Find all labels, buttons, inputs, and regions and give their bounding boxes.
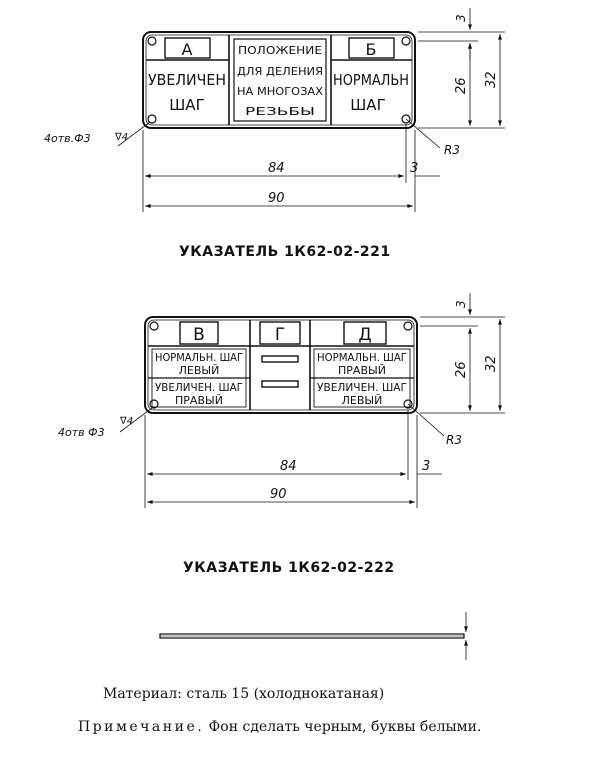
mount-hole-icon [148,37,156,45]
mount-hole-icon [402,37,410,45]
plate2-right-row2a: УВЕЛИЧЕН. ШАГ [317,381,408,394]
plate1-center-line1: ПОЛОЖЕНИЕ [238,44,323,57]
dim-label: 3 [454,300,468,308]
plate-side-view [160,612,466,660]
plate1-caption: УКАЗАТЕЛЬ 1К62-02-221 [179,244,391,260]
dim-label: 90 [268,191,285,206]
material-note: Материал: сталь 15 (холоднокатаная) [103,686,385,702]
finish-mark: ∇4 [115,132,129,143]
plate2-left-row1b: ЛЕВЫЙ [178,364,220,377]
plate1-center-line3: НА МНОГОЗАХ [237,85,324,98]
dim-label: 84 [280,459,297,474]
mount-hole-icon [404,322,412,330]
plate1-right-line2: ШАГ [350,96,386,114]
plate2-right-row2b: ЛЕВЫЙ [341,394,383,407]
holes-label: 4отв.Ф3 [44,132,91,145]
holes-label: 4отв Ф3 [58,426,105,439]
mount-hole-icon [150,322,158,330]
radius-label: R3 [444,143,460,157]
remark-text: Фон сделать черным, буквы белыми. [208,719,482,735]
radius-label: R3 [446,433,462,447]
plate2-letter-g: Г [274,325,286,345]
dash-bar-icon [262,356,298,362]
plate1-text [148,40,409,118]
dim-label: 84 [268,161,285,176]
plate1-left-line2: ШАГ [169,96,205,114]
dim-label: 26 [454,77,469,94]
plate2-caption: УКАЗАТЕЛЬ 1К62-02-222 [183,560,395,576]
dim-label: 32 [484,355,499,372]
mount-hole-icon [148,115,156,123]
dash-bar-icon [262,381,298,387]
dim-label: 3 [422,459,431,474]
dim-label: 3 [454,14,468,22]
plate2-left-row2b: ПРАВЫЙ [175,394,223,407]
plate1-right-line1: НОРМАЛЬН [333,71,409,89]
finish-mark: ∇4 [120,416,134,427]
dim-label: 3 [410,161,419,176]
plate2-right-row1a: НОРМАЛЬН. ШАГ [317,351,408,364]
remark-label: Примечание. [78,719,205,735]
remark-note [78,719,481,735]
plate2-left-row1a: НОРМАЛЬН. ШАГ [155,351,244,364]
dim-label: 32 [484,71,499,88]
plate1-letter-b: Б [365,40,377,59]
plate1-center-line4: РЕЗЬБЫ [245,105,315,118]
dim-label: 26 [454,361,469,378]
plate2-letter-d: Д [358,325,372,345]
dim-label: 90 [270,487,287,502]
plate2-letter-v: В [193,325,205,345]
plate2-text [155,325,407,407]
plate2-right-row1b: ПРАВЫЙ [338,364,386,377]
plate1-center-line2: ДЛЯ ДЕЛЕНИЯ [237,65,323,78]
plate1-letter-a: А [181,40,193,59]
plate2-left-row2a: УВЕЛИЧЕН. ШАГ [155,381,244,394]
plate1-left-line1: УВЕЛИЧЕН [148,71,226,89]
